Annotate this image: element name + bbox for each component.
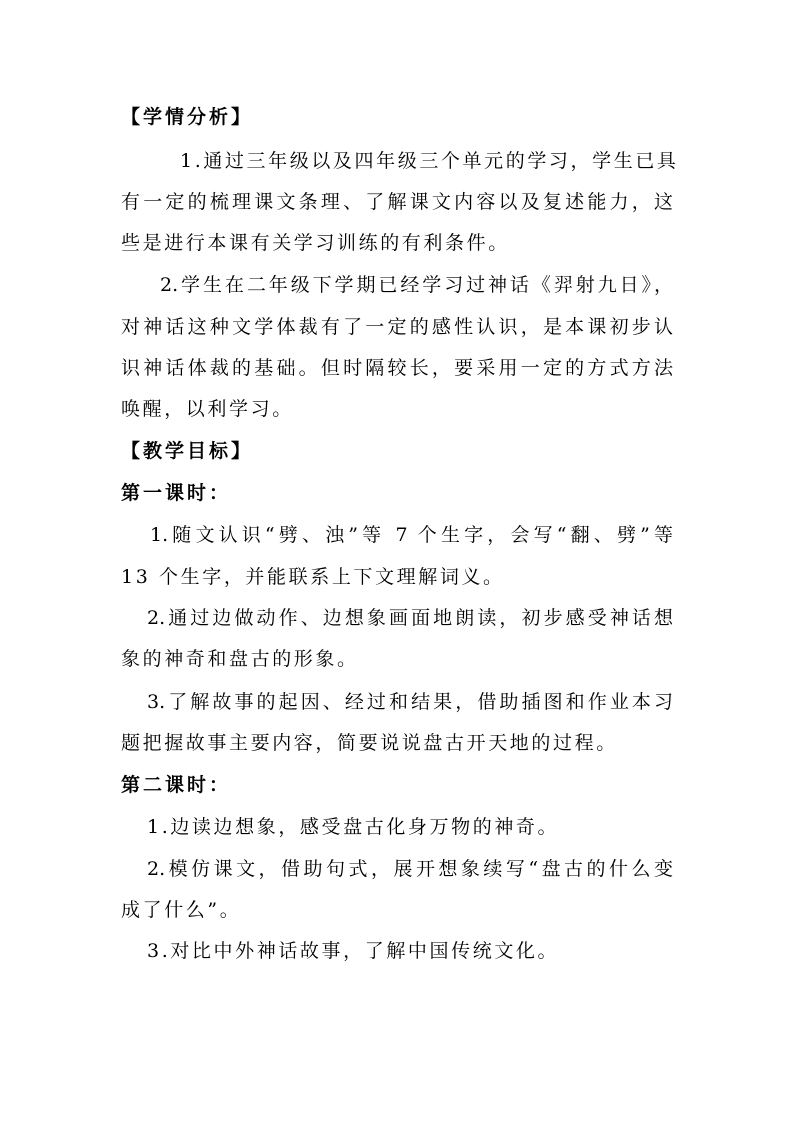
analysis-paragraph-2-line-2: 对神话这种文学体裁有了一定的感性认识，是本课初步认 bbox=[121, 316, 673, 338]
analysis-paragraph-2-line-4: 唤醒，以利学习。 bbox=[121, 398, 294, 420]
lesson1-goal-3-line-2: 题把握故事主要内容，简要说说盘古开天地的过程。 bbox=[121, 732, 618, 754]
subsection-heading-lesson-2: 第二课时： bbox=[121, 774, 232, 796]
lesson2-goal-1-line-1: 1.边读边想象，感受盘古化身万物的神奇。 bbox=[147, 816, 560, 838]
analysis-paragraph-2-line-1: 2.学生在二年级下学期已经学习过神话《羿射九日》， bbox=[160, 274, 673, 296]
lesson2-goal-2-line-2: 成了什么”。 bbox=[121, 899, 242, 921]
lesson1-goal-1-line-2: 13 个生字，并能联系上下文理解词义。 bbox=[121, 566, 505, 588]
analysis-paragraph-1-line-1: 1.通过三年级以及四年级三个单元的学习，学生已具 bbox=[180, 150, 679, 172]
section-heading-teaching-goals: 【教学目标】 bbox=[121, 440, 254, 462]
lesson2-goal-3-line-1: 3.对比中外神话故事，了解中国传统文化。 bbox=[147, 940, 560, 962]
analysis-paragraph-1-line-3: 些是进行本课有关学习训练的有利条件。 bbox=[121, 232, 510, 254]
lesson2-goal-2-line-1: 2.模仿课文，借助句式，展开想象续写“盘古的什么变 bbox=[147, 858, 673, 880]
lesson1-goal-2-line-2: 象的神奇和盘古的形象。 bbox=[121, 648, 359, 670]
subsection-heading-lesson-1: 第一课时： bbox=[121, 482, 232, 504]
section-heading-learning-analysis: 【学情分析】 bbox=[121, 106, 254, 128]
lesson1-goal-2-line-1: 2.通过边做动作、边想象画面地朗读，初步感受神话想 bbox=[147, 607, 673, 629]
analysis-paragraph-1-line-2: 有一定的梳理课文条理、了解课文内容以及复述能力，这 bbox=[121, 191, 673, 213]
lesson1-goal-3-line-1: 3.了解故事的起因、经过和结果，借助插图和作业本习 bbox=[147, 691, 673, 713]
analysis-paragraph-2-line-3: 识神话体裁的基础。但时隔较长，要采用一定的方式方法 bbox=[121, 357, 673, 379]
lesson1-goal-1-line-1: 1.随文认识“劈、浊”等 7 个生字，会写“翻、劈”等 bbox=[150, 524, 673, 546]
